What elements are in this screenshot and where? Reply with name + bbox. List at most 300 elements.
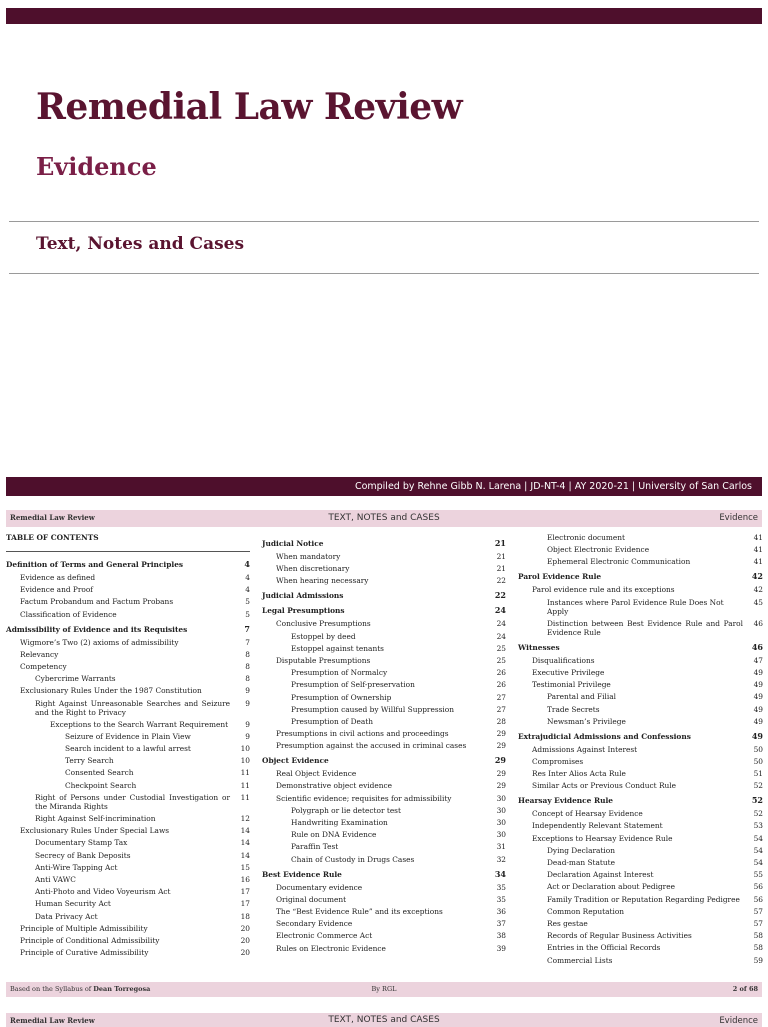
toc-entry-title: Checkpoint Search xyxy=(65,780,137,790)
toc-entry[interactable] xyxy=(6,936,250,945)
toc-page-number: 24 xyxy=(494,605,506,616)
toc-page-number: 57 xyxy=(753,918,763,928)
footer-left: Based on the Syllabus of Dean Torregosa xyxy=(10,985,151,993)
toc-entry[interactable] xyxy=(262,769,506,778)
toc-page-number: 11 xyxy=(240,792,250,802)
toc-entry-title: Judicial Notice xyxy=(262,539,324,548)
toc-entry[interactable] xyxy=(6,744,250,753)
toc-entry[interactable] xyxy=(262,818,506,827)
toc-entry[interactable] xyxy=(262,717,506,726)
toc-entry-title: Compromises xyxy=(532,756,584,766)
toc-entry-title: Electronic document xyxy=(547,533,626,542)
toc-entry-title: Independently Relevant Statement xyxy=(532,821,663,831)
toc-page-number: 52 xyxy=(751,795,763,806)
toc-page-number: 49 xyxy=(753,716,763,726)
toc-entry-title: Dead-man Statute xyxy=(547,858,615,867)
toc-entry-title: Declaration Against Interest xyxy=(547,870,654,880)
toc-entry[interactable] xyxy=(6,585,250,594)
toc-entry-title: Right of Persons under Custodial Investigation or the Miranda Rights xyxy=(35,792,230,811)
toc-entry-title: Conclusive Presumptions xyxy=(276,619,371,629)
toc-entry-title: Best Evidence Rule xyxy=(262,869,342,879)
toc-section-heading[interactable] xyxy=(262,870,506,879)
toc-page-number: 58 xyxy=(753,943,763,953)
toc-section-heading[interactable] xyxy=(262,756,506,765)
toc-entry[interactable] xyxy=(6,887,250,896)
toc-page-number: 28 xyxy=(496,716,506,726)
header-right: Evidence xyxy=(719,513,758,523)
toc-page-number: 45 xyxy=(753,597,763,607)
toc-page-number: 29 xyxy=(496,729,506,739)
toc-page-number: 52 xyxy=(753,809,763,819)
toc-entry-title: Res gestae xyxy=(547,918,588,928)
toc-entry-title: Admissibility of Evidence and its Requisites xyxy=(6,624,188,634)
toc-entry[interactable] xyxy=(262,644,506,653)
toc-entry[interactable] xyxy=(518,557,763,566)
toc-entry[interactable] xyxy=(6,573,250,582)
toc-entry[interactable] xyxy=(262,552,506,561)
toc-entry-title: Right Against Unreasonable Searches and Seizure and the Right to Privacy xyxy=(35,698,230,717)
toc-entry-title: Classification of Evidence xyxy=(20,609,117,619)
toc-entry-title: Act or Declaration about Pedigree xyxy=(547,882,675,892)
toc-entry-title: Executive Privilege xyxy=(532,667,605,677)
toc-entry-title: Secondary Evidence xyxy=(276,919,353,929)
toc-entry[interactable] xyxy=(6,756,250,765)
toc-entry[interactable] xyxy=(518,717,763,726)
toc-entry[interactable] xyxy=(6,650,250,659)
toc-entry-title: Newsman’s Privilege xyxy=(547,716,626,726)
toc-entry[interactable] xyxy=(262,619,506,628)
toc-entry[interactable] xyxy=(6,924,250,933)
toc-entry-title: Documentary Stamp Tax xyxy=(35,838,128,848)
toc-page-number: 7 xyxy=(244,623,250,634)
toc-entry[interactable] xyxy=(518,895,763,904)
toc-page-number: 49 xyxy=(753,680,763,690)
toc-entry[interactable] xyxy=(518,705,763,714)
toc-entry[interactable] xyxy=(518,668,763,677)
toc-entry[interactable] xyxy=(262,806,506,815)
toc-entry[interactable] xyxy=(518,919,763,928)
toc-page-number: 24 xyxy=(496,631,506,641)
toc-page-number: 49 xyxy=(751,730,763,741)
toc-page-number: 50 xyxy=(753,756,763,766)
toc-page-number: 35 xyxy=(496,882,506,892)
toc-entry[interactable] xyxy=(518,769,763,778)
toc-entry-title: Family Tradition or Reputation Regarding Pedigree xyxy=(547,894,740,904)
toc-entry[interactable] xyxy=(262,830,506,839)
header-left: Remedial Law Review xyxy=(10,1016,95,1025)
toc-page-number: 29 xyxy=(494,755,506,766)
toc-page-number: 41 xyxy=(753,545,763,555)
toc-entry-title: The “Best Evidence Rule” and its exceptions xyxy=(276,906,443,916)
toc-page-number: 34 xyxy=(494,868,506,879)
toc-entry-title: Scientific evidence; requisites for admissibility xyxy=(276,793,452,803)
toc-entry-title: Ephemeral Electronic Communication xyxy=(547,557,691,567)
toc-entry-title: Documentary evidence xyxy=(276,882,363,892)
toc-page-number: 32 xyxy=(496,854,506,864)
tagline: Text, Notes and Cases xyxy=(36,234,245,254)
toc-section-heading[interactable] xyxy=(518,796,763,805)
toc-page-number: 36 xyxy=(496,906,506,916)
toc-entry[interactable] xyxy=(518,598,763,616)
toc-page-number: 7 xyxy=(245,637,250,647)
toc-rule xyxy=(6,551,250,552)
toc-page-number: 14 xyxy=(240,826,250,836)
toc-entry[interactable] xyxy=(262,931,506,940)
page-header xyxy=(6,510,762,527)
toc-entry-title: When discretionary xyxy=(276,564,350,574)
toc-entry[interactable] xyxy=(262,907,506,916)
toc-page-number: 12 xyxy=(240,814,250,823)
toc-entry-title: Judicial Admissions xyxy=(262,591,344,601)
toc-page-number: 29 xyxy=(496,741,506,751)
toc-entry-title: Rule on DNA Evidence xyxy=(291,830,377,840)
toc-entry[interactable] xyxy=(262,693,506,702)
toc-entry[interactable] xyxy=(6,814,250,823)
toc-section-heading[interactable] xyxy=(6,560,250,569)
toc-entry[interactable] xyxy=(518,656,763,665)
toc-page-number: 11 xyxy=(240,768,250,778)
toc-entry-title: Data Privacy Act xyxy=(35,911,98,921)
toc-page-number: 31 xyxy=(496,842,506,852)
toc-page-number: 46 xyxy=(751,641,763,652)
toc-entry[interactable] xyxy=(6,875,250,884)
toc-entry-title: Anti-Wire Tapping Act xyxy=(35,862,118,872)
toc-entry-title: Exceptions to the Search Warrant Requirement xyxy=(50,719,229,729)
toc-entry-title: Polygraph or lie detector test xyxy=(291,805,401,815)
toc-entry-title: Object Evidence xyxy=(262,756,329,766)
toc-entry-title: Entries in the Official Records xyxy=(547,943,661,953)
toc-list xyxy=(518,533,763,965)
toc-entry-title: Wigmore’s Two (2) axioms of admissibility xyxy=(20,637,179,647)
toc-entry[interactable] xyxy=(518,680,763,689)
toc-entry-title: Right Against Self-incrimination xyxy=(35,814,156,823)
toc-entry[interactable] xyxy=(518,834,763,843)
toc-page-number: 21 xyxy=(496,564,506,574)
toc-entry-title: When hearing necessary xyxy=(276,576,369,586)
toc-entry[interactable] xyxy=(262,842,506,851)
toc-entry-title: Competency xyxy=(20,661,67,671)
toc-entry[interactable] xyxy=(6,662,250,671)
toc-entry[interactable] xyxy=(6,610,250,619)
toc-section-heading[interactable] xyxy=(262,539,506,548)
toc-page-number: 30 xyxy=(496,818,506,827)
toc-page-number: 51 xyxy=(753,769,763,779)
toc-page-number: 9 xyxy=(245,698,250,708)
toc-entry[interactable] xyxy=(6,793,250,811)
toc-entry-title: Relevancy xyxy=(20,649,59,659)
toc-page-number: 37 xyxy=(496,919,506,929)
toc-page-number: 20 xyxy=(240,948,250,958)
toc-page-number: 21 xyxy=(494,538,506,548)
toc-page-number: 9 xyxy=(245,731,250,741)
toc-page-number: 59 xyxy=(753,955,763,965)
toc-page-number: 49 xyxy=(753,667,763,677)
toc-entry-title: Exclusionary Rules Under the 1987 Constitution xyxy=(20,686,202,696)
toc-page-number: 20 xyxy=(240,935,250,945)
toc-page-number: 25 xyxy=(496,643,506,653)
toc-page-number: 14 xyxy=(240,838,250,848)
toc-entry-title: Extrajudicial Admissions and Confessions xyxy=(518,731,691,741)
toc-entry-title: Secrecy of Bank Deposits xyxy=(35,850,131,860)
toc-entry-title: Principle of Conditional Admissibility xyxy=(20,935,160,945)
toc-page-number: 10 xyxy=(240,756,250,766)
toc-entry-title: Real Object Evidence xyxy=(276,769,357,779)
toc-page-number: 8 xyxy=(245,649,250,659)
toc-page-number: 9 xyxy=(245,686,250,696)
toc-entry-title: Original document xyxy=(276,894,347,904)
toc-page-number: 41 xyxy=(753,557,763,567)
toc-page-number: 49 xyxy=(753,692,763,702)
toc-page-number: 25 xyxy=(496,655,506,665)
toc-entry-title: Commercial Lists xyxy=(547,955,613,965)
toc-page-number: 55 xyxy=(753,870,763,880)
toc-page-number: 17 xyxy=(240,899,250,909)
toc-page-number: 42 xyxy=(753,585,763,595)
toc-page-number: 4 xyxy=(245,573,250,582)
toc-entry[interactable] xyxy=(262,855,506,864)
header-right: Evidence xyxy=(719,1016,758,1026)
footer-center: By RGL xyxy=(371,985,397,993)
toc-entry-title: Exclusionary Rules Under Special Laws xyxy=(20,826,170,836)
toc-page-number: 57 xyxy=(753,906,763,916)
toc-entry-title: Presumption of Normalcy xyxy=(291,668,388,678)
toc-section-heading[interactable] xyxy=(518,643,763,652)
toc-entry[interactable] xyxy=(6,899,250,908)
toc-entry-title: Terry Search xyxy=(65,756,114,766)
header-center: TEXT, NOTES and CASES xyxy=(328,1015,440,1025)
toc-page-number: 4 xyxy=(244,559,250,569)
toc-page-number: 30 xyxy=(496,805,506,815)
toc-page-number: 49 xyxy=(753,704,763,714)
toc-entry[interactable] xyxy=(518,943,763,952)
toc-page-number: 41 xyxy=(753,533,763,542)
toc-entry[interactable] xyxy=(6,838,250,847)
toc-page-number: 54 xyxy=(753,858,763,867)
toc-page-number: 30 xyxy=(496,830,506,840)
toc-entry-title: Consented Search xyxy=(65,768,134,778)
toc-page-number: 50 xyxy=(753,744,763,754)
toc-entry[interactable] xyxy=(518,745,763,754)
toc-section-heading[interactable] xyxy=(262,606,506,615)
toc-page-number: 54 xyxy=(753,833,763,843)
toc-entry[interactable] xyxy=(6,781,250,790)
toc-entry-title: Presumption of Ownership xyxy=(291,692,392,702)
toc-entry[interactable] xyxy=(262,656,506,665)
toc-entry[interactable] xyxy=(518,956,763,965)
toc-page-number: 8 xyxy=(245,674,250,684)
toc-page-number: 26 xyxy=(496,680,506,690)
toc-entry-title: Anti VAWC xyxy=(35,874,76,884)
toc-entry-title: Demonstrative object evidence xyxy=(276,781,393,791)
toc-entry-title: Legal Presumptions xyxy=(262,606,345,616)
toc-entry[interactable] xyxy=(6,597,250,606)
next-page-header xyxy=(6,1013,762,1027)
toc-page-number: 58 xyxy=(753,931,763,941)
toc-entry[interactable] xyxy=(518,882,763,891)
toc-entry-title: Common Reputation xyxy=(547,906,625,916)
toc-page-number: 56 xyxy=(753,894,763,904)
toc-entry-title: Definition of Terms and General Principles xyxy=(6,560,184,569)
toc-entry[interactable] xyxy=(6,638,250,647)
toc-entry-title: Admissions Against Interest xyxy=(532,744,638,754)
toc-entry-title: Evidence and Proof xyxy=(20,585,94,595)
toc-page-number: 56 xyxy=(753,882,763,892)
toc-entry-title: Factum Probandum and Factum Probans xyxy=(20,597,174,607)
toc-entry-title: Hearsay Evidence Rule xyxy=(518,796,613,806)
toc-entry[interactable] xyxy=(262,564,506,573)
toc-page-number: 35 xyxy=(496,894,506,904)
toc-page-number: 54 xyxy=(753,845,763,855)
toc-entry[interactable] xyxy=(518,619,763,637)
toc-entry-title: Similar Acts or Previous Conduct Rule xyxy=(532,781,677,791)
toc-column-3 xyxy=(518,533,763,968)
toc-entry-title: Exceptions to Hearsay Evidence Rule xyxy=(532,833,673,843)
toc-entry-title: Electronic Commerce Act xyxy=(276,931,373,941)
toc-entry[interactable] xyxy=(518,545,763,554)
toc-title: TABLE OF CONTENTS xyxy=(6,533,99,542)
toc-entry[interactable] xyxy=(6,912,250,921)
cover-footer: Compiled by Rehne Gibb N. Larena | JD-NT-4 | AY 2020-21 | University of San Carlos xyxy=(6,477,762,496)
toc-page-number: 16 xyxy=(240,874,250,884)
toc-entry-title: Concept of Hearsay Evidence xyxy=(532,809,643,819)
toc-entry[interactable] xyxy=(262,919,506,928)
toc-page-number: 29 xyxy=(496,769,506,779)
toc-entry[interactable] xyxy=(262,895,506,904)
toc-entry[interactable] xyxy=(6,826,250,835)
toc-entry-title: Parol Evidence Rule xyxy=(518,572,602,582)
page-number: 2 of 68 xyxy=(732,985,758,993)
divider xyxy=(9,273,759,274)
toc-page-number: 47 xyxy=(753,655,763,665)
toc-entry-title: Res Inter Alios Acta Rule xyxy=(532,769,626,779)
toc-entry[interactable] xyxy=(6,732,250,741)
toc-entry[interactable] xyxy=(6,948,250,957)
toc-entry[interactable] xyxy=(262,781,506,790)
toc-page-number: 39 xyxy=(496,943,506,953)
page-title: Remedial Law Review xyxy=(36,86,463,128)
toc-entry[interactable] xyxy=(262,680,506,689)
toc-page-number: 18 xyxy=(240,911,250,921)
toc-column-2 xyxy=(262,533,506,956)
toc-entry-title: Dying Declaration xyxy=(547,845,615,855)
toc-entry[interactable] xyxy=(262,729,506,738)
toc-entry-title: Records of Regular Business Activities xyxy=(547,931,692,941)
toc-entry-title: Seizure of Evidence in Plain View xyxy=(65,731,191,741)
toc-entry-title: Testimonial Privilege xyxy=(532,680,611,690)
toc-entry-title: Principle of Multiple Admissibility xyxy=(20,923,148,933)
toc-section-heading[interactable] xyxy=(262,591,506,600)
toc-page-number: 17 xyxy=(240,887,250,897)
toc-section-heading[interactable] xyxy=(6,625,250,634)
toc-entry[interactable] xyxy=(262,794,506,803)
toc-entry[interactable] xyxy=(262,705,506,714)
toc-entry[interactable] xyxy=(6,686,250,695)
toc-entry-title: Distinction between Best Evidence Rule and Parol Evidence Rule xyxy=(547,618,743,637)
toc-entry-title: Chain of Custody in Drugs Cases xyxy=(291,854,415,864)
toc-entry-title: Instances where Parol Evidence Rule Does Not Apply xyxy=(547,597,724,616)
toc-page-number: 4 xyxy=(245,585,250,595)
toc-entry-title: Principle of Curative Admissibility xyxy=(20,948,149,958)
toc-entry-title: When mandatory xyxy=(276,552,341,561)
toc-entry-title: Presumption against the accused in criminal cases xyxy=(276,741,467,751)
toc-entry-title: Evidence as defined xyxy=(20,573,96,582)
toc-section-heading[interactable] xyxy=(518,572,763,581)
toc-page-number: 22 xyxy=(496,576,506,586)
toc-entry[interactable] xyxy=(518,858,763,867)
toc-entry[interactable] xyxy=(518,846,763,855)
toc-page-number: 11 xyxy=(240,780,250,790)
toc-entry[interactable] xyxy=(518,907,763,916)
toc-entry[interactable] xyxy=(518,870,763,879)
divider xyxy=(9,221,759,222)
toc-entry[interactable] xyxy=(518,585,763,594)
toc-entry-title: Object Electronic Evidence xyxy=(547,545,650,555)
toc-page-number: 14 xyxy=(240,850,250,860)
toc-entry[interactable] xyxy=(6,720,250,729)
toc-page-number: 53 xyxy=(753,821,763,831)
toc-entry-title: Presumptions in civil actions and proceedings xyxy=(276,729,449,739)
toc-entry[interactable] xyxy=(262,632,506,641)
toc-page-number: 24 xyxy=(496,619,506,629)
toc-entry[interactable] xyxy=(6,768,250,777)
toc-section-heading[interactable] xyxy=(518,732,763,741)
toc-entry[interactable] xyxy=(262,883,506,892)
toc-page-number: 29 xyxy=(496,781,506,791)
toc-entry-title: Presumption of Self-preservation xyxy=(291,680,415,690)
toc-entry-title: Presumption of Death xyxy=(291,716,374,726)
toc-column-1 xyxy=(6,533,250,960)
toc-entry[interactable] xyxy=(262,944,506,953)
toc-page-number: 15 xyxy=(240,862,250,872)
toc-page-number: 26 xyxy=(496,668,506,678)
toc-entry-title: Cybercrime Warrants xyxy=(35,674,116,684)
toc-entry[interactable] xyxy=(6,863,250,872)
toc-page-number: 30 xyxy=(496,793,506,803)
toc-page-number: 5 xyxy=(245,597,250,607)
page-subtitle: Evidence xyxy=(36,152,157,181)
toc-page-number: 22 xyxy=(494,590,506,601)
toc-entry[interactable] xyxy=(262,668,506,677)
toc-entry-title: Anti-Photo and Video Voyeurism Act xyxy=(35,887,171,897)
toc-entry[interactable] xyxy=(6,699,250,717)
toc-entry[interactable] xyxy=(262,576,506,585)
toc-entry[interactable] xyxy=(518,931,763,940)
toc-entry[interactable] xyxy=(518,692,763,701)
toc-entry[interactable] xyxy=(518,781,763,790)
toc-entry[interactable] xyxy=(6,851,250,860)
toc-entry-title: Estoppel against tenants xyxy=(291,643,384,653)
toc-list xyxy=(6,560,250,957)
toc-entry[interactable] xyxy=(518,757,763,766)
toc-entry-title: Estoppel by deed xyxy=(291,631,356,641)
page-footer xyxy=(6,982,762,997)
toc-entry[interactable] xyxy=(518,809,763,818)
toc-entry-title: Search incident to a lawful arrest xyxy=(65,744,191,754)
toc-page-number: 27 xyxy=(496,692,506,702)
toc-page-number: 21 xyxy=(496,552,506,561)
toc-entry[interactable] xyxy=(518,821,763,830)
toc-entry[interactable] xyxy=(518,533,763,542)
toc-entry[interactable] xyxy=(6,674,250,683)
toc-entry[interactable] xyxy=(262,741,506,750)
toc-page-number: 20 xyxy=(240,923,250,933)
toc-entry-title: Rules on Electronic Evidence xyxy=(276,943,386,953)
toc-entry-title: Presumption caused by Willful Suppression xyxy=(291,704,454,714)
toc-page-number: 9 xyxy=(245,719,250,729)
toc-entry-title: Parol evidence rule and its exceptions xyxy=(532,585,675,595)
toc-page-number: 42 xyxy=(751,571,763,582)
header-center: TEXT, NOTES and CASES xyxy=(328,513,440,523)
